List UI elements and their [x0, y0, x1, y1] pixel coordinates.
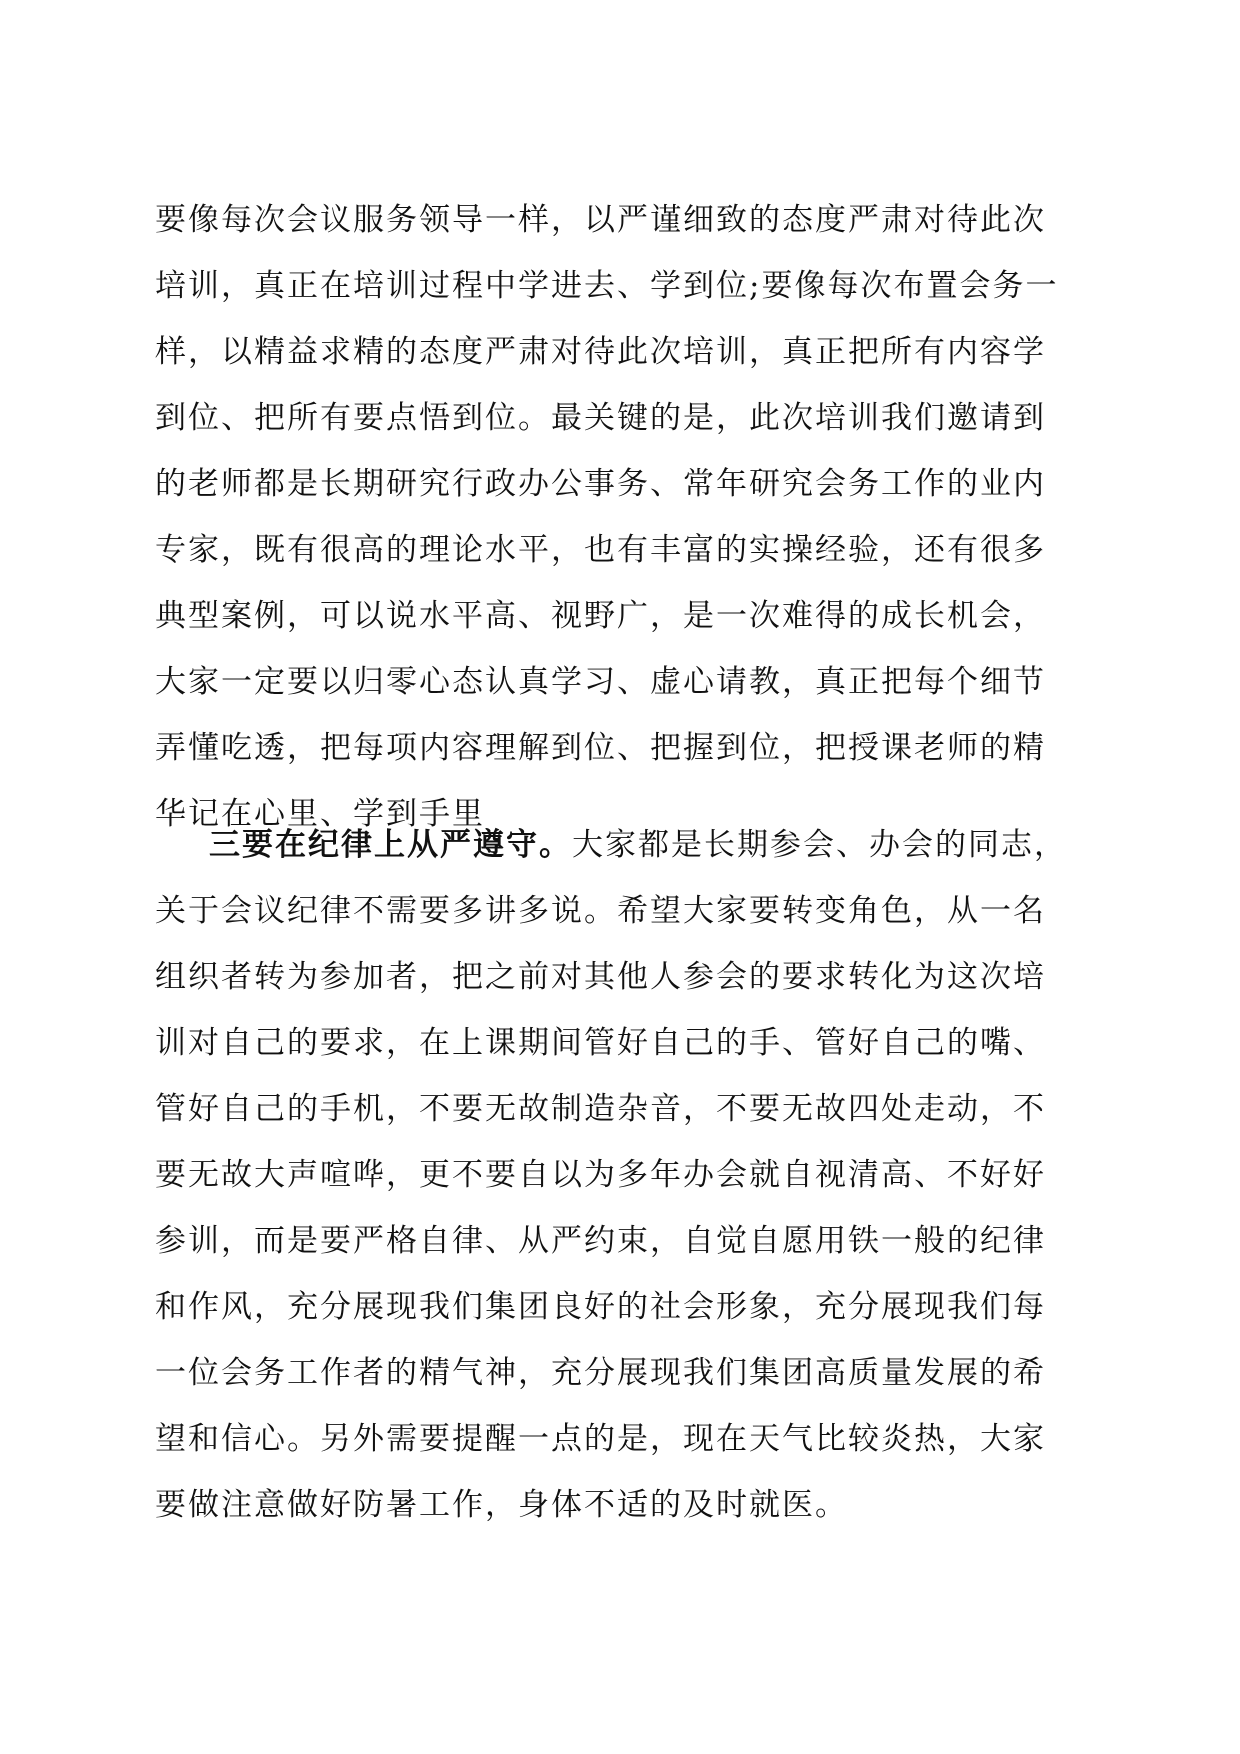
paragraph-discipline	[155, 812, 1085, 1538]
text-line: 到位、把所有要点悟到位。最关键的是，此次培训我们邀请到	[155, 400, 1046, 436]
text-line: 和作风，充分展现我们集团良好的社会形象，充分展现我们每	[155, 1289, 1046, 1325]
text-line: 典型案例，可以说水平高、视野广，是一次难得的成长机会，	[155, 598, 1046, 634]
text-line: 要像每次会议服务领导一样，以严谨细致的态度严肃对待此次	[155, 202, 1046, 238]
text-line: 参训，而是要严格自律、从严约束，自觉自愿用铁一般的纪律	[155, 1223, 1046, 1259]
text-line: 组织者转为参加者，把之前对其他人参会的要求转化为这次培	[155, 959, 1046, 995]
text-line: 样，以精益求精的态度严肃对待此次培训，真正把所有内容学	[155, 334, 1046, 370]
text-line: 弄懂吃透，把每项内容理解到位、把握到位，把授课老师的精	[155, 730, 1046, 766]
text-line: 专家，既有很高的理论水平，也有丰富的实操经验，还有很多	[155, 532, 1046, 568]
text-line-first	[155, 812, 1085, 878]
text-line: 望和信心。另外需要提醒一点的是，现在天气比较炎热，大家	[155, 1421, 1046, 1457]
text-line: 训对自己的要求，在上课期间管好自己的手、管好自己的嘴、	[155, 1025, 1046, 1061]
text-line: 培训，真正在培训过程中学进去、学到位;要像每次布置会务一	[155, 268, 1059, 304]
paragraph-training-attitude	[155, 187, 1085, 847]
text-line: 一位会务工作者的精气神，充分展现我们集团高质量发展的希	[155, 1355, 1046, 1391]
text-line: 的老师都是长期研究行政办公事务、常年研究会务工作的业内	[155, 466, 1046, 502]
text-line: 大家一定要以归零心态认真学习、虚心请教，真正把每个细节	[155, 664, 1046, 700]
text-line: 关于会议纪律不需要多讲多说。希望大家要转变角色，从一名	[155, 893, 1046, 929]
text-line: 管好自己的手机，不要无故制造杂音，不要无故四处走动，不	[155, 1091, 1046, 1127]
heading-continuation: 大家都是长期参会、办会的同志，	[572, 827, 1067, 863]
section-heading: 三要在纪律上从严遵守。	[209, 827, 572, 863]
text-line: 要无故大声喧哗，更不要自以为多年办会就自视清高、不好好	[155, 1157, 1046, 1193]
text-line: 要做注意做好防暑工作，身体不适的及时就医。	[155, 1487, 848, 1523]
text-line: 华记在心里、学到手里	[155, 796, 485, 832]
